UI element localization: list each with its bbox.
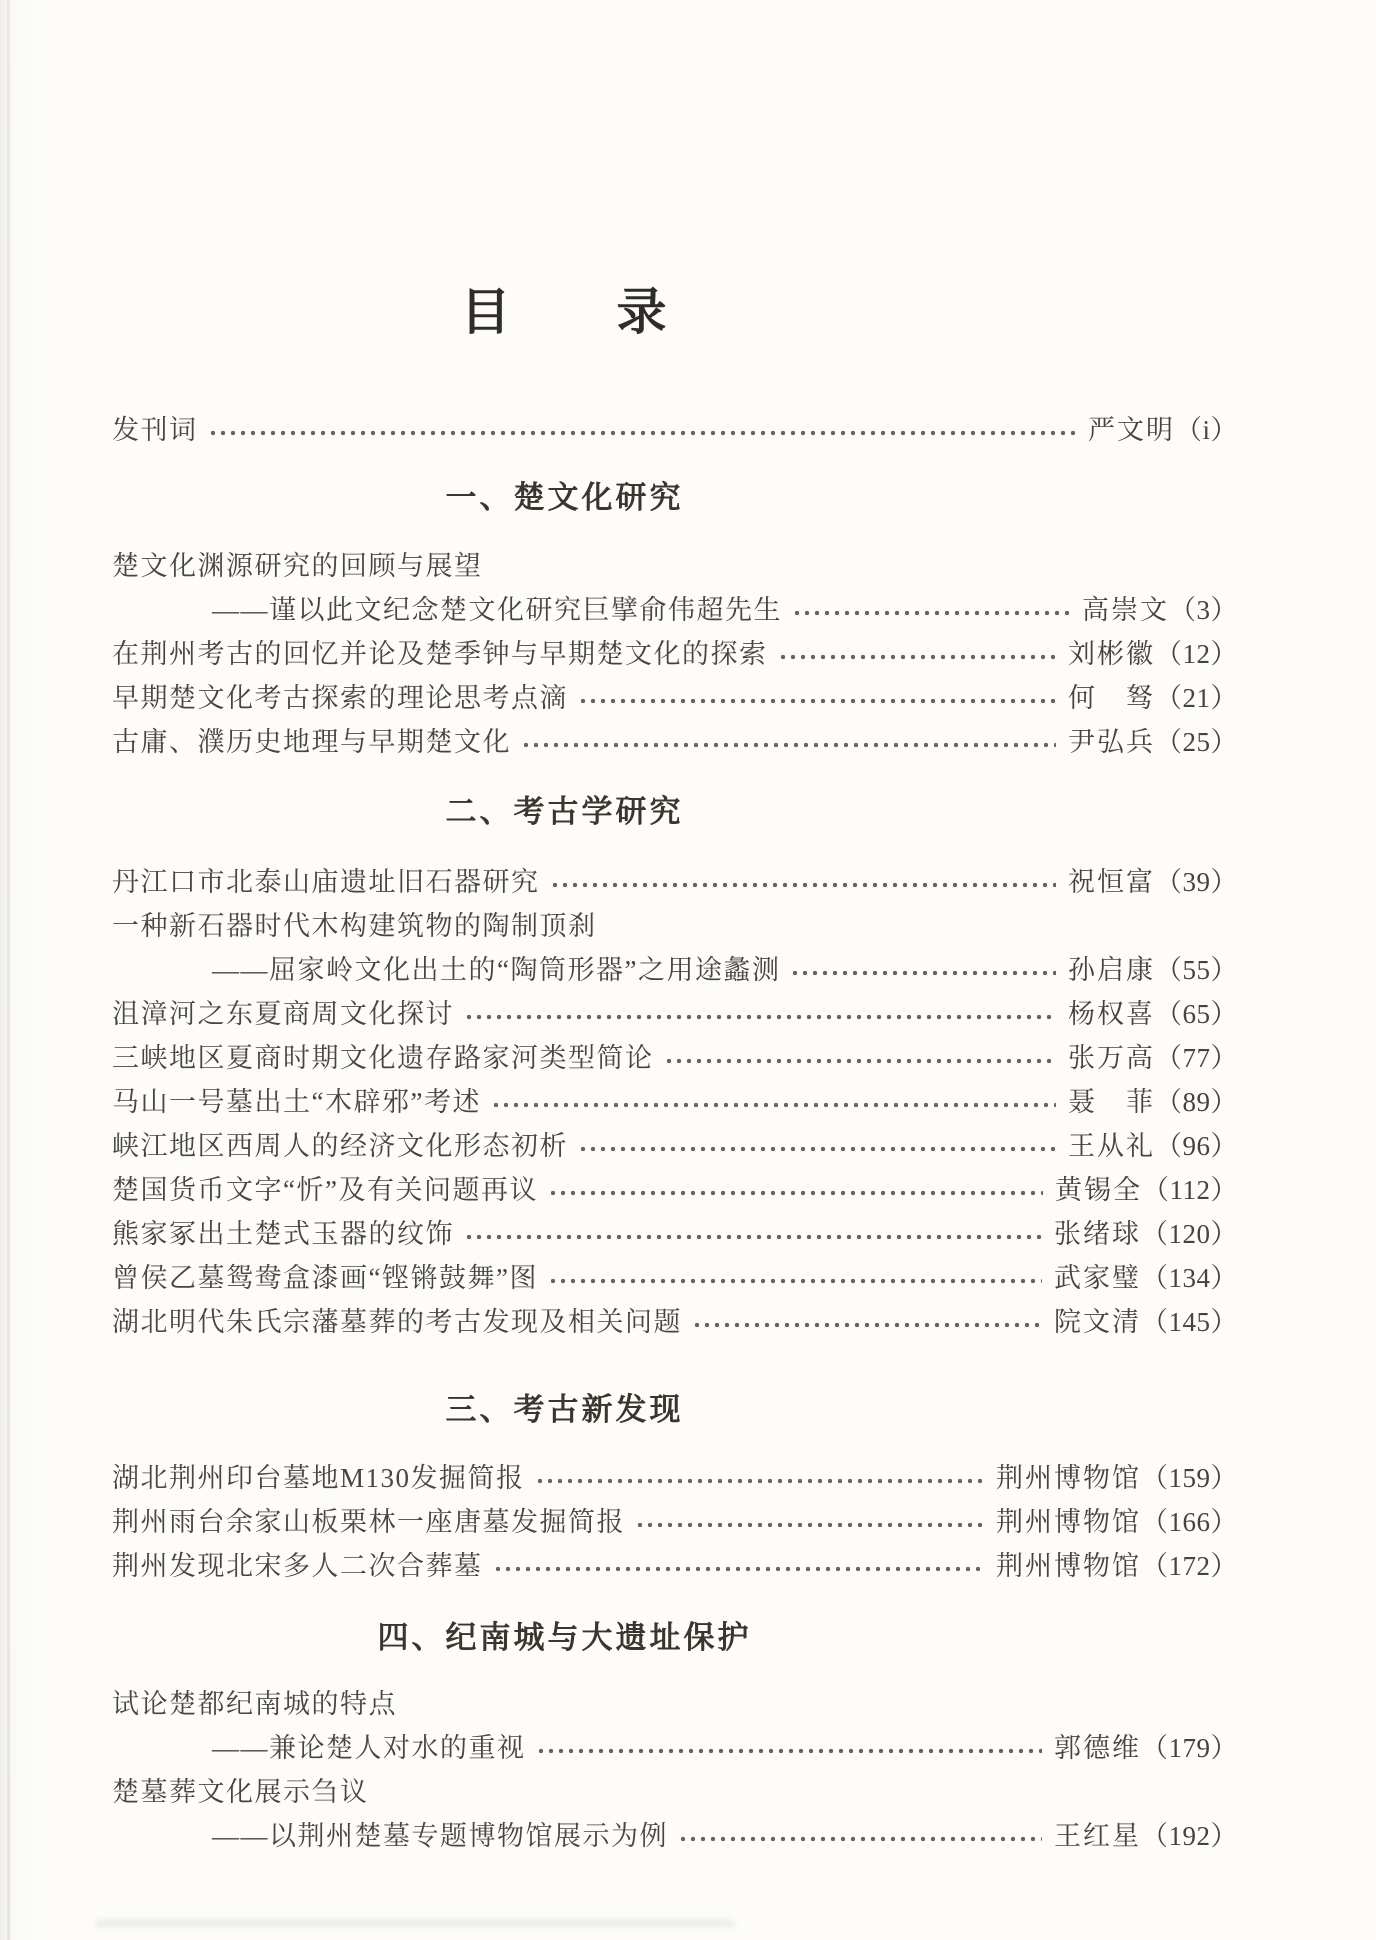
section-entries — [112, 1682, 1238, 1858]
dot-leader — [491, 1544, 985, 1588]
scan-artifact — [95, 1919, 735, 1928]
frontmatter — [112, 408, 1238, 452]
entry-page-number: （96） — [1155, 1131, 1238, 1161]
toc-entry-row — [112, 1080, 1238, 1124]
entry-page-number: （172） — [1141, 1551, 1238, 1581]
entry-page-number: （179） — [1141, 1733, 1238, 1763]
dot-leader — [676, 1814, 1042, 1858]
entry-title: 马山一号墓出土“木辟邪”考述 — [112, 1087, 481, 1117]
toc-entry-row — [112, 408, 1238, 452]
toc-entry-row — [112, 1682, 1238, 1726]
entry-author: 何 驽 — [1068, 683, 1155, 713]
dot-leader — [206, 408, 1076, 452]
toc-entry-row — [112, 676, 1238, 720]
entry-page-number: （112） — [1142, 1175, 1238, 1205]
entry-page-number: （3） — [1169, 595, 1238, 625]
toc-entry-row — [112, 544, 1238, 588]
dot-leader — [546, 1256, 1042, 1300]
toc-entry-row — [112, 1124, 1238, 1168]
entry-page-number: （25） — [1155, 727, 1238, 757]
entry-author: 荆州博物馆 — [996, 1463, 1141, 1493]
dot-leader — [519, 720, 1056, 764]
entry-page-number: （120） — [1141, 1219, 1238, 1249]
toc-entry-row — [112, 1256, 1238, 1300]
entry-title: ——屈家岭文化出土的“陶筒形器”之用途蠡测 — [212, 955, 781, 985]
entry-title: 三峡地区夏商时期文化遗存路家河类型简论 — [112, 1043, 654, 1073]
entry-author: 刘彬徽 — [1068, 639, 1155, 669]
toc-entry-row — [112, 1300, 1238, 1344]
toc-entry-row — [112, 1456, 1238, 1500]
entry-page-number: （65） — [1155, 999, 1238, 1029]
toc-entry-row — [112, 1814, 1238, 1858]
entry-page-number: （39） — [1155, 867, 1238, 897]
entry-title: 一种新石器时代木构建筑物的陶制顶刹 — [112, 911, 597, 941]
dot-leader — [690, 1300, 1042, 1344]
entry-page-number: （192） — [1141, 1821, 1238, 1851]
entry-title: 湖北荆州印台墓地M130发掘简报 — [112, 1463, 525, 1493]
entry-page-number: （55） — [1155, 955, 1238, 985]
entry-author: 院文清 — [1054, 1307, 1141, 1337]
entry-author: 荆州博物馆 — [996, 1507, 1141, 1537]
entry-title: 楚国货币文字“忻”及有关问题再议 — [112, 1175, 538, 1205]
toc-body — [112, 476, 1238, 1858]
toc-entry-row — [112, 588, 1238, 632]
entry-author: 孙启康 — [1068, 955, 1155, 985]
entry-title: 湖北明代朱氏宗藩墓葬的考古发现及相关问题 — [112, 1307, 682, 1337]
toc-entry-row — [112, 1770, 1238, 1814]
entry-author: 王红星 — [1054, 1821, 1141, 1851]
toc-section — [112, 1388, 1238, 1588]
entry-page-number: （12） — [1155, 639, 1238, 669]
dot-leader — [788, 948, 1056, 992]
entry-author: 聂 菲 — [1068, 1087, 1155, 1117]
entry-title: 发刊词 — [112, 415, 198, 445]
entry-author: 荆州博物馆 — [996, 1551, 1141, 1581]
section-heading: 三、考古新发现 — [445, 1392, 684, 1427]
dot-leader — [548, 860, 1057, 904]
toc-section — [112, 1616, 1238, 1858]
entry-page-number: （77） — [1155, 1043, 1238, 1073]
entry-author: 武家璧 — [1054, 1263, 1141, 1293]
dot-leader — [790, 588, 1070, 632]
entry-page-number: （159） — [1141, 1463, 1238, 1493]
toc-section — [112, 790, 1238, 1344]
section-heading: 四、纪南城与大遗址保护 — [377, 1620, 752, 1655]
entry-author: 祝恒富 — [1068, 867, 1155, 897]
toc-entry-row — [112, 632, 1238, 676]
entry-title: 楚墓葬文化展示刍议 — [112, 1777, 369, 1807]
dot-leader — [633, 1500, 984, 1544]
toc-entry-row — [112, 860, 1238, 904]
entry-page-number: （89） — [1155, 1087, 1238, 1117]
entry-title: 荆州雨台余家山板栗林一座唐墓发掘简报 — [112, 1507, 625, 1537]
entry-page-number: （145） — [1141, 1307, 1238, 1337]
section-heading: 二、考古学研究 — [445, 794, 684, 829]
dot-leader — [489, 1080, 1056, 1124]
entry-author: 高崇文 — [1082, 595, 1169, 625]
toc-entry-row — [112, 1212, 1238, 1256]
section-entries — [112, 860, 1238, 1344]
dot-leader — [533, 1456, 984, 1500]
entry-author: 严文明 — [1087, 415, 1175, 445]
toc-entry-row — [112, 1500, 1238, 1544]
entry-title: 曾侯乙墓鸳鸯盒漆画“铿锵鼓舞”图 — [112, 1263, 538, 1293]
entry-title: 荆州发现北宋多人二次合葬墓 — [112, 1551, 483, 1581]
entry-author: 黄锡全 — [1055, 1175, 1142, 1205]
toc-entry-row — [112, 948, 1238, 992]
entry-title: 沮漳河之东夏商周文化探讨 — [112, 999, 454, 1029]
toc-entry-row — [112, 1168, 1238, 1212]
dot-leader — [462, 1212, 1042, 1256]
entry-author: 王从礼 — [1068, 1131, 1155, 1161]
toc-entry-row — [112, 992, 1238, 1036]
entry-author: 张绪球 — [1054, 1219, 1141, 1249]
section-entries — [112, 1456, 1238, 1588]
page-title: 目 录 — [460, 284, 669, 340]
toc-entry-row — [112, 1036, 1238, 1080]
toc-section — [112, 476, 1238, 764]
entry-title: ——谨以此文纪念楚文化研究巨擘俞伟超先生 — [212, 595, 782, 625]
entry-title: 丹江口市北泰山庙遗址旧石器研究 — [112, 867, 540, 897]
dot-leader — [534, 1726, 1043, 1770]
toc-entry-row — [112, 1726, 1238, 1770]
toc-entry-row — [112, 904, 1238, 948]
dot-leader — [576, 676, 1056, 720]
dot-leader — [662, 1036, 1057, 1080]
entry-page-number: （134） — [1141, 1263, 1238, 1293]
entry-author: 张万高 — [1068, 1043, 1155, 1073]
entry-title: ——兼论楚人对水的重视 — [212, 1733, 526, 1763]
dot-leader — [546, 1168, 1043, 1212]
section-heading: 一、楚文化研究 — [445, 480, 684, 515]
dot-leader — [576, 1124, 1056, 1168]
entry-title: 熊家冢出土楚式玉器的纹饰 — [112, 1219, 454, 1249]
toc-entry-row — [112, 1544, 1238, 1588]
dot-leader — [776, 632, 1057, 676]
dot-leader — [462, 992, 1056, 1036]
toc-entry-row — [112, 720, 1238, 764]
paper-edge-shadow — [7, 0, 10, 1940]
entry-author: 郭德维 — [1054, 1733, 1141, 1763]
entry-title: 试论楚都纪南城的特点 — [112, 1689, 397, 1719]
entry-title: 古庸、濮历史地理与早期楚文化 — [112, 727, 511, 757]
entry-title: 早期楚文化考古探索的理论思考点滴 — [112, 683, 568, 713]
entry-title: 在荆州考古的回忆并论及楚季钟与早期楚文化的探索 — [112, 639, 768, 669]
entry-page-number: （166） — [1141, 1507, 1238, 1537]
toc-content — [112, 278, 1238, 1858]
entry-author: 尹弘兵 — [1068, 727, 1155, 757]
entry-title: 楚文化渊源研究的回顾与展望 — [112, 551, 483, 581]
entry-page-number: （21） — [1155, 683, 1238, 713]
entry-title: 峡江地区西周人的经济文化形态初析 — [112, 1131, 568, 1161]
entry-page-number: （i） — [1174, 415, 1238, 445]
entry-author: 杨权喜 — [1068, 999, 1155, 1029]
entry-title: ——以荆州楚墓专题博物馆展示为例 — [212, 1821, 668, 1851]
section-entries — [112, 544, 1238, 764]
